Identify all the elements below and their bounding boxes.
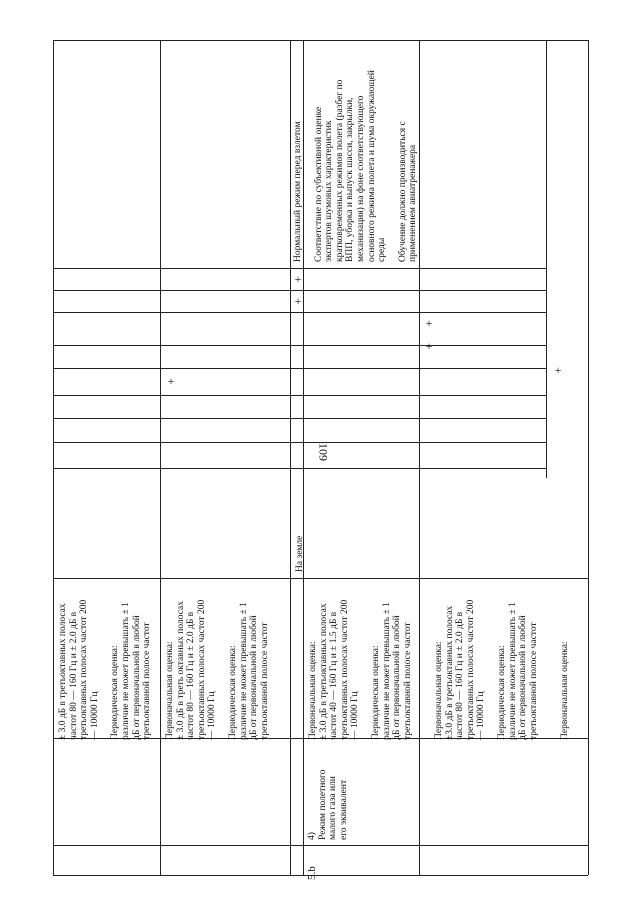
plus-mark: + [167, 374, 175, 388]
remarks-line: Обучение должно производиться с [397, 121, 408, 262]
mode-index: 4) [307, 832, 317, 840]
criteria-col1-upper [58, 600, 153, 740]
remarks-line: применением авиатренажера [408, 144, 419, 262]
mode-line-1: Режим полетного [317, 769, 328, 840]
criteria-line: различие не может превышать ± 1 [120, 602, 131, 740]
table-column-line [160, 40, 161, 875]
criteria-line: — 10000 Гц [476, 691, 487, 740]
plus-mark: + [425, 316, 433, 330]
remarks-line: среды [377, 237, 388, 262]
criteria-line: — 10000 Гц [89, 691, 100, 740]
criteria-col2 [308, 600, 413, 740]
plus-mark: + [294, 272, 302, 286]
table-column-line [419, 40, 420, 875]
remarks-line: кратковременных режимов полета (разбег по [334, 79, 345, 262]
remarks-line: основного режима полета и шума окружающей [366, 70, 377, 262]
criteria-line: третьоктавных полосах частот 200 [196, 599, 207, 740]
criteria-line: Первоначальная оценка: [165, 641, 175, 740]
table-border-bottom [53, 875, 588, 876]
criteria-line: третьоктавной полосе частот [528, 622, 539, 740]
criteria-line: — 10000 Гц [207, 691, 218, 740]
criteria-line: третьоктавных полосах частот 200 [339, 599, 350, 740]
table-grid-line [53, 290, 546, 291]
criteria-line: различие не может превышать ± 1 [381, 602, 392, 740]
page-number: 109 [316, 443, 331, 461]
criteria-line: Периодическая оценка: [110, 645, 121, 740]
remarks-line: ВПП, уборка и выпуск шасси, закрылки, [345, 97, 356, 262]
row-number: 5.b [306, 866, 318, 880]
table-sub-line [546, 40, 547, 478]
table-row-divider [53, 845, 588, 846]
table-grid-line [53, 368, 546, 369]
criteria-line: Первоначальная оценка: [560, 641, 570, 740]
ground-label: На земле [295, 535, 305, 572]
criteria-col3 [434, 600, 539, 740]
table-border-top [53, 40, 588, 41]
criteria-line: третьоктавных полосах частот 200 [465, 599, 476, 740]
criteria-line: ± 3.0 дБ в третьоктавных полосах [318, 603, 329, 740]
criteria-line: третьоктавной полосе частот [259, 622, 270, 740]
table-grid-line [53, 395, 546, 396]
criteria-line: — 10000 Гц [350, 691, 361, 740]
plus-mark: + [554, 363, 562, 377]
criteria-line: третьоктавной полосе частот [402, 622, 413, 740]
criteria-line: частот 80 — 160 Гц и ± 2.0 дБ в [186, 611, 197, 740]
table-column-line [290, 40, 291, 875]
criteria-line: Периодическая оценка: [227, 645, 238, 740]
criteria-col1-lower [165, 600, 270, 740]
table-grid-line [53, 442, 546, 443]
table-grid-line [53, 345, 546, 346]
plus-mark: + [425, 339, 433, 353]
table-grid-line [53, 418, 546, 419]
criteria-line: дБ от первоначальной в любой [249, 615, 260, 740]
criteria-line: Периодическая оценка: [370, 645, 381, 740]
criteria-line: третьоктавных полосах частот 200 [79, 599, 90, 740]
criteria-line: дБ от первоначальной в любой [518, 615, 529, 740]
remarks-line: механизация) на фоне соответствующего [355, 95, 366, 262]
remarks-line: экспертов шумовых характеристик [324, 120, 335, 262]
remarks-line: Нормальный режим перед взлетом [293, 121, 303, 262]
table-border-right [588, 40, 589, 875]
table-grid-line [53, 312, 546, 313]
criteria-line: частот 80 — 160 Гц и ± 2.0 дБ в [455, 611, 466, 740]
plus-mark: + [294, 294, 302, 308]
mode-line-2: малого газа или [328, 776, 339, 840]
criteria-line: ±3.0 дБ в третьоктавных полосах [444, 605, 455, 740]
table-grid-line [53, 468, 546, 469]
criteria-line: различие не может превышать ± 1 [238, 602, 249, 740]
remarks-line: Соответствие по субъективной оценке [313, 106, 324, 262]
remarks-cell [293, 70, 419, 262]
criteria-line: дБ от первоначальной в любой [392, 615, 403, 740]
criteria-line: Периодическая оценка: [496, 645, 507, 740]
criteria-col3-footer [560, 641, 571, 740]
criteria-line: ± 3.0 дБ в третьоктавных полосах [58, 603, 68, 740]
table-row-divider [53, 578, 588, 579]
criteria-line: частот 40 — 160 Гц и ± 1.5 дБ в [329, 611, 340, 740]
table-grid-line [53, 268, 546, 269]
criteria-line: частот 80 — 160 Гц и ± 2.0 дБ в [68, 611, 79, 740]
criteria-line: Первоначальная оценка: [434, 641, 444, 740]
criteria-line: третьоктавной полосе частот [142, 622, 153, 740]
criteria-line: различие не может превышать ± 1 [507, 602, 518, 740]
mode-cell [307, 770, 349, 840]
table-border-left [53, 40, 54, 875]
criteria-line: дБ от первоначальной в любой [131, 615, 142, 740]
mode-line-3: его эквивалент [338, 779, 349, 840]
criteria-line: ± 3.0 дБ в треть октавных полосах [175, 601, 186, 740]
criteria-line: Первоначальная оценка: [308, 641, 318, 740]
